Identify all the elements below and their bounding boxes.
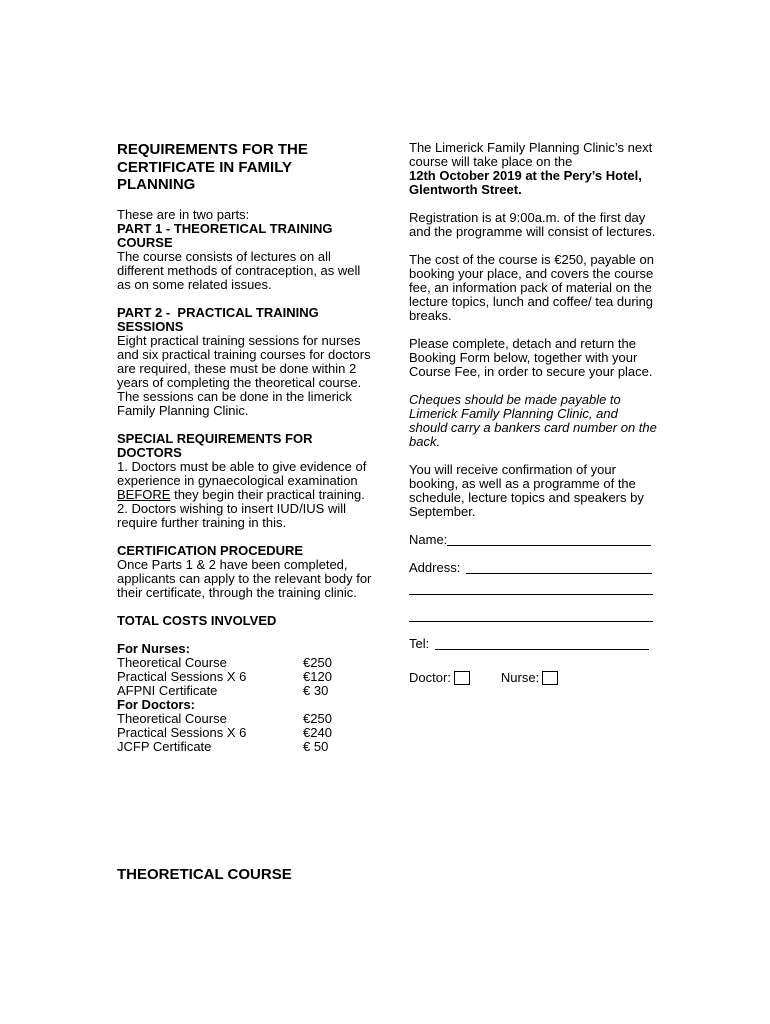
cost-row: [117, 684, 372, 698]
name-field[interactable]: [447, 545, 651, 546]
doctor-checkbox[interactable]: [454, 671, 470, 685]
special-requirement-1-before: 1. Doctors must be able to give evidence of experience in gynaecological examination: [117, 458, 367, 488]
confirmation-text: You will receive confirmation of your booking, as well as a programme of the schedule, lecture topics and speakers by September.: [409, 462, 644, 519]
special-requirements-heading: SPECIAL REQUIREMENTS FOR DOCTORS: [117, 430, 313, 460]
address-line-3[interactable]: [409, 621, 653, 622]
part1-text: The course consists of lectures on all different methods of contraception, as well as on some related issues.: [117, 248, 361, 292]
booking-instructions: Please complete, detach and return the Booking Form below, together with your Course Fee, in order to secure your place.: [409, 336, 653, 379]
cost-amount: € 30: [303, 682, 329, 698]
address-line-2[interactable]: [409, 594, 653, 595]
cost-label: Theoretical Course: [117, 654, 227, 670]
cost-amount: €240: [303, 724, 332, 740]
tel-label: Tel:: [409, 636, 433, 651]
cost-row: [117, 670, 372, 684]
special-requirement-1-emphasis: BEFORE: [117, 486, 171, 502]
cost-amount: €250: [303, 654, 332, 670]
course-cost-text: The cost of the course is €250, payable on booking your place, and covers the course fee, an information pack of material on the lecture topics, lunch and coffee/ tea during breaks.: [409, 252, 654, 323]
cost-amount: €250: [303, 710, 332, 726]
address-label: Address:: [409, 560, 464, 575]
cost-row: [117, 726, 372, 740]
name-field-row: [409, 533, 659, 547]
part2-heading: PART 2 - PRACTICAL TRAINING SESSIONS: [117, 304, 323, 334]
cost-row: [117, 712, 372, 726]
address-field-row: [409, 561, 659, 575]
tel-field-row: [409, 637, 659, 651]
cost-amount: € 50: [303, 738, 329, 754]
cost-row: [117, 740, 372, 754]
cost-row: [117, 656, 372, 670]
booking-form: [409, 533, 659, 685]
theoretical-course-heading: THEORETICAL COURSE: [117, 866, 292, 883]
special-requirement-2: 2. Doctors wishing to insert IUD/IUS will require further training in this.: [117, 500, 347, 530]
cost-label: Practical Sessions X 6: [117, 668, 247, 684]
special-requirement-1: [117, 460, 372, 502]
course-intro-text: The Limerick Family Planning Clinic’s next course will take place on the: [409, 140, 653, 169]
nurse-label: Nurse:: [500, 670, 540, 685]
cost-label: Theoretical Course: [117, 710, 227, 726]
registration-text: Registration is at 9:00a.m. of the first day and the programme will consist of lectures.: [409, 210, 656, 239]
nurses-costs-heading: For Nurses:: [117, 640, 190, 656]
certification-text: Once Parts 1 & 2 have been completed, applicants can apply to the relevant body for their certificate, through the training clinic.: [117, 556, 372, 600]
special-requirement-1-after: they begin their practical training.: [170, 486, 365, 502]
cost-label: JCFP Certificate: [117, 738, 212, 754]
cost-label: Practical Sessions X 6: [117, 724, 247, 740]
page-title: REQUIREMENTS FOR THE CERTIFICATE IN FAMILY PLANNING: [117, 141, 308, 193]
course-date-venue: 12th October 2019 at the Pery’s Hotel, Glentworth Street.: [409, 168, 642, 197]
certification-heading: CERTIFICATION PROCEDURE: [117, 542, 304, 558]
left-column: [117, 141, 372, 754]
costs-heading: TOTAL COSTS INVOLVED: [117, 612, 277, 628]
tel-field[interactable]: [435, 649, 649, 650]
name-label: Name:: [409, 532, 448, 547]
part1-heading: PART 1 - THEORETICAL TRAINING COURSE: [117, 220, 333, 250]
nurse-checkbox[interactable]: [542, 671, 558, 685]
doctors-costs-heading: For Doctors:: [117, 696, 195, 712]
address-field[interactable]: [466, 573, 652, 574]
right-column: [409, 141, 659, 685]
cheques-note: Cheques should be made payable to Limerick Family Planning Clinic, and should carry a bankers card number on the back.: [409, 392, 657, 449]
course-intro: [409, 141, 659, 197]
role-options: [409, 671, 659, 685]
doctor-label: Doctor:: [409, 670, 451, 685]
part2-text: Eight practical training sessions for nurses and six practical training courses for doctors are required, these must be done within 2 years of completing the theoretical course. The sessions can be done in the limerick Family Planning Clinic.: [117, 332, 371, 418]
cost-label: AFPNI Certificate: [117, 682, 218, 698]
cost-amount: €120: [303, 668, 332, 684]
parts-intro: These are in two parts:: [117, 206, 250, 222]
